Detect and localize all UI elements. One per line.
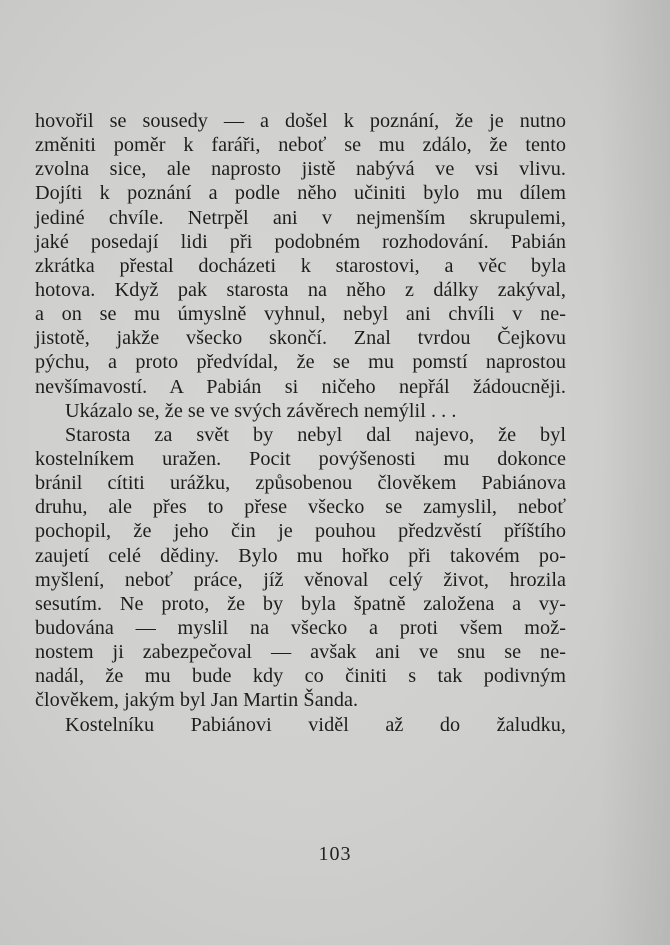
text-line: budována — myslil na všecko a proti všem mož- [35, 616, 566, 639]
body-text [35, 109, 566, 737]
text-line: hovořil se sousedy — a došel k poznání, že je nutno [35, 110, 566, 132]
text-line: zaujetí celé dědiny. Bylo mu hořko při takovém po- [35, 544, 566, 567]
text-line: zkrátka přestal docházeti k starostovi, a věc byla [35, 254, 566, 277]
text-line: pýchu, a proto předvídal, že se mu pomstí naprostou [35, 351, 566, 374]
text-line: nostem ji zabezpečoval — avšak ani ve snu se ne- [35, 641, 566, 664]
text-line: a on se mu úmyslně vyhnul, nebyl ani chvíli v ne- [35, 303, 566, 326]
text-line: kostelníkem uražen. Pocit povýšenosti mu dokonce [35, 447, 566, 470]
paragraph-first-line: Kostelníku Pabiánovi viděl až do žaludku, [65, 713, 566, 736]
page-number: 103 [318, 843, 352, 865]
text-line: nadál, že mu bude kdy co činiti s tak podivným [35, 665, 566, 688]
text-line: Dojíti k poznání a podle něho učiniti bylo mu dílem [35, 182, 566, 205]
text-line: hotova. Když pak starosta na něho z dálky zakýval, [35, 278, 566, 301]
text-line: člověkem, jakým byl Jan Martin Šanda. [35, 689, 359, 712]
text-line: zvolna sice, ale naprosto jistě nabývá ve vsi vlivu. [35, 158, 566, 181]
text-line: změniti poměr k faráři, neboť se mu zdálo, že tento [35, 134, 566, 157]
text-line: jistotě, jakže všecko skončí. Znal tvrdou Čejkovu [35, 327, 566, 350]
text-line: jaké posedají lidi při podobném rozhodování. Pabián [35, 230, 566, 253]
text-line: bránil cítiti urážku, způsobenou člověkem Pabiánova [35, 472, 566, 495]
text-line: myšlení, neboť práce, jíž věnoval celý život, hrozila [35, 568, 566, 591]
text-line: druhu, ale přes to přese všecko se zamyslil, neboť [35, 496, 566, 519]
text-line: nevšímavostí. A Pabián si ničeho nepřál žádoucněji. [35, 375, 566, 398]
text-line: sesutím. Ne proto, že by byla špatně založena a vy- [35, 592, 566, 615]
text-line: jediné chvíle. Netrpěl ani v nejmenším skrupulemi, [35, 206, 566, 229]
text-line: pochopil, že jeho čin je pouhou předzvěstí příštího [35, 520, 566, 543]
paragraph-first-line: Starosta za svět by nebyl dal najevo, že byl [65, 423, 566, 446]
paragraph-first-line: Ukázalo se, že se ve svých závěrech nemýlil . . . [65, 399, 457, 422]
